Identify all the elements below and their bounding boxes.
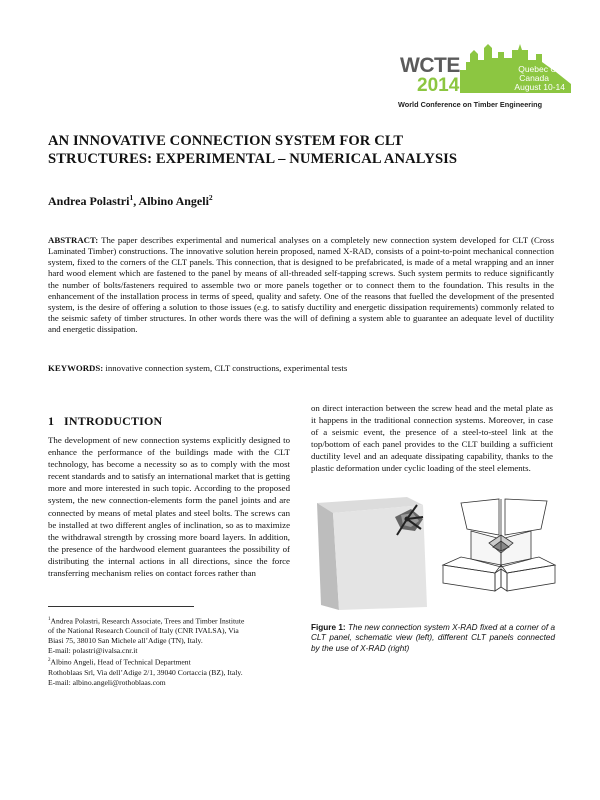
footnote-2-line: Rothoblaas Srl, Via dell’Adige 2/1, 39040 Cortaccia (BZ), Italy. xyxy=(48,667,243,677)
logo-country: Canada xyxy=(519,73,549,83)
footnote-1-line: $^1$Andrea Polastri, Research Associate, Trees and Timber Institute xyxy=(48,616,245,626)
author-affiliation-mark: 2 xyxy=(208,193,213,202)
footnote-1-line: of the National Research Council of Italy (CNR IVALSA), Via xyxy=(48,626,239,636)
introduction-right-column: on direct interaction between the screw head and the metal plate as it happens in the traditional connection systems. Moreover, in case of a seismic event, the presence of a steel-to-steel link at the top/bottom of each panel provides to the CLT building a sufficient ductility level and an adequate dissipating capability, thanks to the plastic deformation under cyclic loading of the steel elements. xyxy=(311,403,553,474)
author-name: Andrea Polastri xyxy=(48,194,130,208)
author-name: Albino Angeli xyxy=(138,194,209,208)
abstract-label: ABSTRACT: xyxy=(48,235,99,245)
footnote-2-email: E-mail: albino.angeli@rothoblaas.com xyxy=(48,677,166,687)
keywords xyxy=(48,363,554,373)
author-list xyxy=(48,193,213,209)
author-affiliation-mark: 1 xyxy=(129,193,134,202)
panel-assembly-line-drawing xyxy=(443,499,555,591)
section-heading xyxy=(48,414,162,429)
footnote-mark: 1 xyxy=(48,617,51,622)
footnote-1-email: E-mail: polastri@ivalsa.cnr.it xyxy=(48,646,138,656)
figure-1-caption xyxy=(311,623,555,654)
logo-acronym: WCTE xyxy=(400,54,460,77)
author-separator: , xyxy=(133,194,139,208)
paper-title xyxy=(48,132,558,168)
introduction-left-column: The development of new connection systems explicitly designed to enhance the performance of the buildings made with the CLT technology, has become a necessity so as to comply with the most recent standards and to satisfy an international market that is getting more and more interested in such topic. According to the proposed system, the new connection-elements form the panel joints and are connected by means of metal plates and steel bolts. The screws can be installed at two different angles of inclination, so as to maximize the withdrawal strength by crossing more board layers. In addition, the presence of the hardwood element guarantees the possibility of distributing the internal actions in all directions, since the force transferring mechanism relies on contact forces rather than xyxy=(48,435,290,579)
abstract-text: The paper describes experimental and numerical analyses on a completely new connection system developed for CLT (Cross Laminated Timber) constructions. The innovative solution herein proposed, named X-RAD, consists of a point-to-point mechanical connection system, fixed to the corners of the CLT panels. This connection, that is designed to be prefabricated, is made of a metal wrapping and an inner hard wood element which are fastened to the panel by means of all-threaded self-tapping screws. Such system permits to reduce significantly the number of bolts/fasteners required to assemble two or more panels together or to connect them to the foundation. This results in the enhancement of the installation process in terms of speed, quality and safety. One of the reasons that fuelled the development of the presented system, is the desire of offering a solution to those issues (e.g. to satisfy ductility and energetic dissipation requirements) commonly related to the seismic safety of timber structures. In other words there was the will of defining a system able to guarantee an adequate level of ductility and energetic dissipation. xyxy=(48,235,555,335)
footnote-2-line: $^2$Albino Angeli, Head of Technical Department xyxy=(48,657,191,667)
xrad-connection-drawing xyxy=(311,495,557,610)
footnote-mark: 2 xyxy=(48,658,51,664)
footnote-divider xyxy=(48,606,194,607)
logo-year: 2014 xyxy=(417,75,460,96)
title-line-2: STRUCTURES: EXPERIMENTAL – NUMERICAL ANALYSIS xyxy=(48,151,458,167)
figure-1-illustration xyxy=(311,495,557,610)
section-number: 1 xyxy=(48,414,55,428)
logo-dates: August 10-14 xyxy=(514,82,565,92)
figure-label: Figure 1: xyxy=(311,623,346,632)
conference-logo xyxy=(396,38,571,110)
footnote-1-line: Biasi 75, 38010 San Michele all’Adige (TN), Italy. xyxy=(48,636,203,646)
title-line-1: AN INNOVATIVE CONNECTION SYSTEM FOR CLT xyxy=(48,133,404,149)
logo-city: Quebec City xyxy=(518,64,565,74)
clt-panel-3d-view xyxy=(317,497,427,610)
section-title: INTRODUCTION xyxy=(64,414,163,428)
keywords-label: KEYWORDS: xyxy=(48,363,104,373)
caption-text: The new connection system X-RAD fixed at a corner of a CLT panel, schematic view (left), different CLT panels connected by the use of X-RAD (right) xyxy=(311,623,556,653)
abstract xyxy=(48,235,554,335)
logo-conference-name: World Conference on Timber Engineering xyxy=(398,100,543,109)
keywords-text: innovative connection system, CLT constructions, experimental tests xyxy=(103,363,348,373)
footnotes xyxy=(48,615,293,687)
